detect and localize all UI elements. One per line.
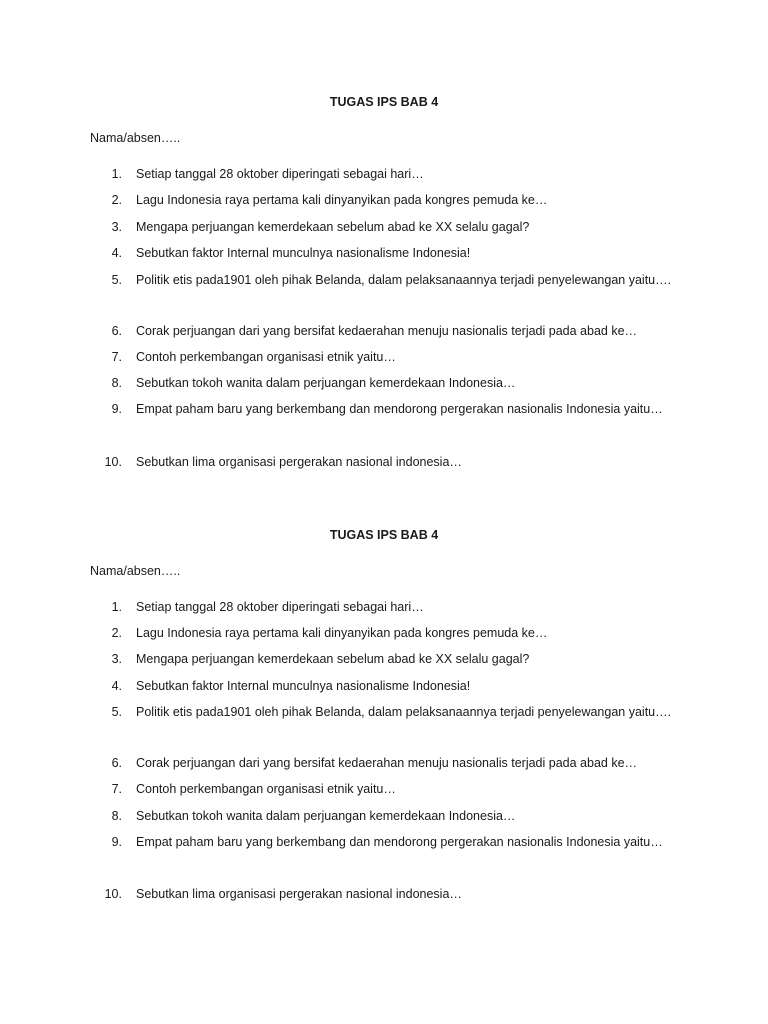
question-number: 6.: [111, 324, 122, 338]
question-text: Lagu Indonesia raya pertama kali dinyanyikan pada kongres pemuda ke…: [136, 626, 548, 640]
question-number: 4.: [111, 679, 122, 693]
question-text: Sebutkan faktor Internal munculnya nasionalisme Indonesia!: [136, 246, 471, 260]
question-text: Corak perjuangan dari yang bersifat kedaerahan menuju nasionalis terjadi pada abad ke…: [136, 756, 638, 770]
question-number: 9.: [111, 402, 122, 416]
question-number: 10.: [104, 455, 122, 469]
question-number: 2.: [111, 626, 122, 640]
question-number: 4.: [111, 246, 122, 260]
question-number: 6.: [111, 756, 122, 770]
question-text: Setiap tanggal 28 oktober diperingati sebagai hari…: [136, 600, 424, 614]
question-number: 3.: [111, 652, 122, 666]
question-text: Setiap tanggal 28 oktober diperingati sebagai hari…: [136, 167, 424, 181]
question-number: 5.: [111, 705, 122, 719]
question-number: 8.: [111, 809, 122, 823]
question-text: Sebutkan lima organisasi pergerakan nasional indonesia…: [136, 887, 462, 901]
question-text: Sebutkan faktor Internal munculnya nasionalisme Indonesia!: [136, 679, 471, 693]
name-line: Nama/absen…..: [90, 131, 181, 145]
question-number: 7.: [111, 782, 122, 796]
question-number: 2.: [111, 193, 122, 207]
question-number: 3.: [111, 220, 122, 234]
question-text: Sebutkan tokoh wanita dalam perjuangan kemerdekaan Indonesia…: [136, 809, 516, 823]
question-text: Politik etis pada1901 oleh pihak Belanda, dalam pelaksanaannya terjadi penyelewangan yaitu….: [136, 273, 672, 287]
question-text: Politik etis pada1901 oleh pihak Belanda, dalam pelaksanaannya terjadi penyelewangan yaitu….: [136, 705, 672, 719]
question-text: Contoh perkembangan organisasi etnik yaitu…: [136, 350, 396, 364]
worksheet-title: TUGAS IPS BAB 4: [329, 528, 439, 542]
question-text: Lagu Indonesia raya pertama kali dinyanyikan pada kongres pemuda ke…: [136, 193, 548, 207]
question-number: 10.: [104, 887, 122, 901]
question-number: 1.: [111, 600, 122, 614]
question-text: Mengapa perjuangan kemerdekaan sebelum abad ke XX selalu gagal?: [136, 220, 530, 234]
question-number: 9.: [111, 835, 122, 849]
question-text: Empat paham baru yang berkembang dan mendorong pergerakan nasionalis Indonesia yaitu…: [136, 402, 663, 416]
question-number: 5.: [111, 273, 122, 287]
question-text: Sebutkan lima organisasi pergerakan nasional indonesia…: [136, 455, 462, 469]
question-text: Empat paham baru yang berkembang dan mendorong pergerakan nasionalis Indonesia yaitu…: [136, 835, 663, 849]
question-text: Contoh perkembangan organisasi etnik yaitu…: [136, 782, 396, 796]
question-text: Sebutkan tokoh wanita dalam perjuangan kemerdekaan Indonesia…: [136, 376, 516, 390]
question-text: Mengapa perjuangan kemerdekaan sebelum abad ke XX selalu gagal?: [136, 652, 530, 666]
question-number: 1.: [111, 167, 122, 181]
question-text: Corak perjuangan dari yang bersifat kedaerahan menuju nasionalis terjadi pada abad ke…: [136, 324, 638, 338]
question-number: 7.: [111, 350, 122, 364]
worksheet-title: TUGAS IPS BAB 4: [329, 95, 439, 109]
name-line: Nama/absen…..: [90, 564, 181, 578]
question-number: 8.: [111, 376, 122, 390]
